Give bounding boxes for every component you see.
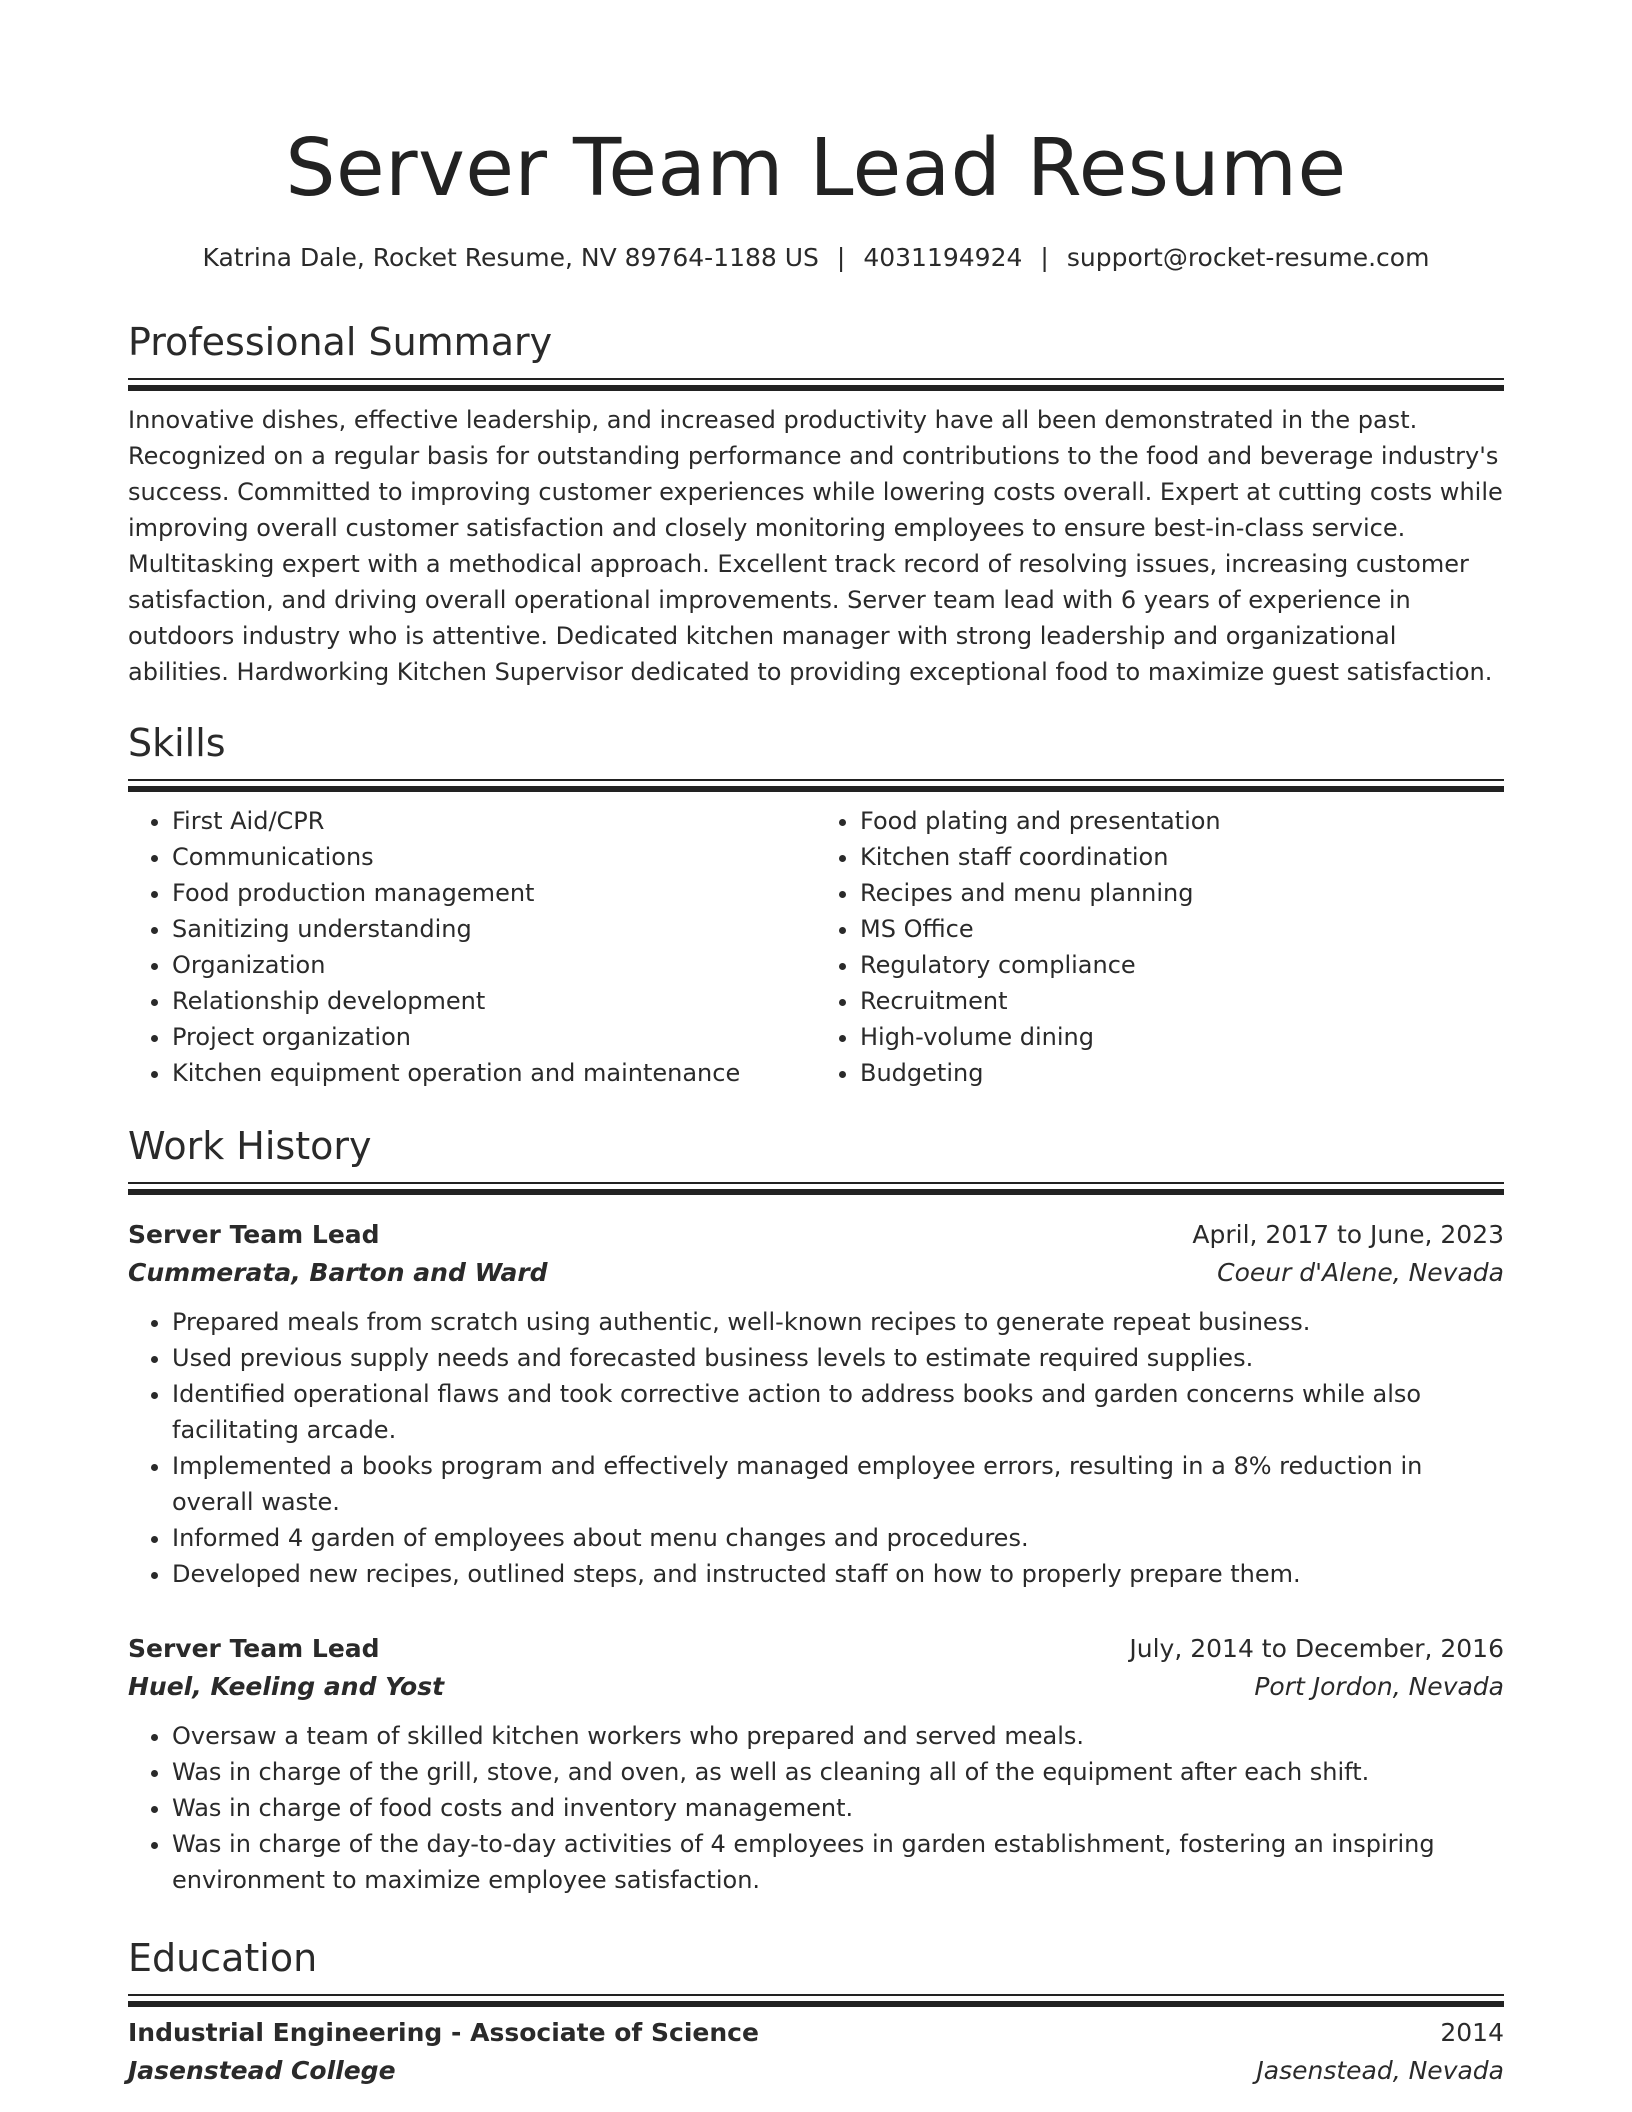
skill-item: • MS Office	[860, 911, 1504, 947]
skills-right-list	[816, 803, 1504, 1091]
job-entry	[128, 1630, 1504, 1898]
job-location: Port Jordon, Nevada	[1254, 1672, 1504, 1701]
skill-item: • Recruitment	[860, 983, 1504, 1019]
job-bullet: • Was in charge of the grill, stove, and oven, as well as cleaning all of the equipment after each shift.	[172, 1754, 1504, 1790]
job-bullet: • Was in charge of food costs and inventory management.	[172, 1790, 1504, 1826]
work-heading: Work History	[128, 1124, 372, 1168]
section-divider	[128, 779, 1504, 793]
skills-left-list	[128, 803, 816, 1091]
job-bullet: • Used previous supply needs and forecasted business levels to estimate required supplies.	[172, 1340, 1504, 1376]
education-section	[128, 1934, 1504, 2090]
job-bullet: • Implemented a books program and effectively managed employee errors, resulting in a 8% reduction in overall waste.	[172, 1448, 1504, 1520]
work-section	[128, 1122, 1504, 1196]
job-bullet: • Prepared meals from scratch using authentic, well-known recipes to generate repeat business.	[172, 1304, 1504, 1340]
education-location: Jasenstead, Nevada	[1256, 2056, 1504, 2085]
summary-section	[128, 318, 1504, 690]
section-divider	[128, 1182, 1504, 1196]
job-entry	[128, 1216, 1504, 1592]
job-dates: April, 2017 to June, 2023	[1192, 1220, 1504, 1249]
job-bullet: • Informed 4 garden of employees about menu changes and procedures.	[172, 1520, 1504, 1556]
job-bullet: • Developed new recipes, outlined steps, and instructed staff on how to properly prepare them.	[172, 1556, 1504, 1592]
skill-item: • High-volume dining	[860, 1019, 1504, 1055]
skill-item: • Food production management	[172, 875, 816, 911]
skill-item: • Regulatory compliance	[860, 947, 1504, 983]
job-bullets	[128, 1718, 1504, 1898]
job-company: Cummerata, Barton and Ward	[128, 1258, 548, 1287]
job-bullet: • Oversaw a team of skilled kitchen workers who prepared and served meals.	[172, 1718, 1504, 1754]
skill-item: • Kitchen staff coordination	[860, 839, 1504, 875]
skill-item: • Organization	[172, 947, 816, 983]
skill-item: • First Aid/CPR	[172, 803, 816, 839]
skill-item: • Communications	[172, 839, 816, 875]
skills-section	[128, 719, 1504, 1091]
section-divider	[128, 1994, 1504, 2008]
resume-title: Server Team Lead Resume	[285, 122, 1347, 214]
summary-heading: Professional Summary	[128, 320, 553, 364]
contact-phone: 4031194924	[863, 243, 1023, 272]
education-degree: Industrial Engineering - Associate of Science	[128, 2018, 759, 2047]
education-heading: Education	[128, 1936, 318, 1980]
education-school: Jasenstead College	[128, 2056, 396, 2085]
job-title: Server Team Lead	[128, 1220, 380, 1249]
skills-heading: Skills	[128, 721, 226, 765]
skill-item: • Budgeting	[860, 1055, 1504, 1091]
contact-separator: |	[1040, 243, 1049, 272]
summary-text: Innovative dishes, effective leadership, and increased productivity have all been demonstrated in the past. Recognized on a regular basis for outstanding performance and contributions to the food and beverage industry's success. Committed to improving customer experiences while lowering costs overall. Expert at cutting costs while improving overall customer satisfaction and closely monitoring employees to ensure best-in-class service. Multitasking expert with a methodical approach. Excellent track record of resolving issues, increasing customer satisfaction, and driving overall operational improvements. Server team lead with 6 years of experience in outdoors industry who is attentive. Dedicated kitchen manager with strong leadership and organizational abilities. Hardworking Kitchen Supervisor dedicated to providing exceptional food to maximize guest satisfaction.	[128, 406, 1503, 686]
education-year: 2014	[1440, 2018, 1504, 2047]
job-dates: July, 2014 to December, 2016	[1129, 1634, 1504, 1663]
job-bullet: • Was in charge of the day-to-day activities of 4 employees in garden establishment, fostering an inspiring environment to maximize employee satisfaction.	[172, 1826, 1504, 1898]
section-divider	[128, 378, 1504, 392]
skills-columns	[128, 803, 1504, 1091]
contact-address: Katrina Dale, Rocket Resume, NV 89764-1188 US	[202, 243, 819, 272]
contact-line	[128, 242, 1504, 274]
skill-item: • Food plating and presentation	[860, 803, 1504, 839]
skill-item: • Sanitizing understanding	[172, 911, 816, 947]
job-bullets	[128, 1304, 1504, 1592]
contact-separator: |	[836, 243, 846, 272]
job-company: Huel, Keeling and Yost	[128, 1672, 445, 1701]
job-bullet: • Identified operational flaws and took corrective action to address books and garden concerns while also facilitating arcade.	[172, 1376, 1504, 1448]
skill-item: • Project organization	[172, 1019, 816, 1055]
contact-email: support@rocket-resume.com	[1066, 243, 1430, 272]
skill-item: • Relationship development	[172, 983, 816, 1019]
skill-item: • Kitchen equipment operation and maintenance	[172, 1055, 816, 1091]
job-title: Server Team Lead	[128, 1634, 380, 1663]
skill-item: • Recipes and menu planning	[860, 875, 1504, 911]
job-location: Coeur d'Alene, Nevada	[1217, 1258, 1504, 1287]
